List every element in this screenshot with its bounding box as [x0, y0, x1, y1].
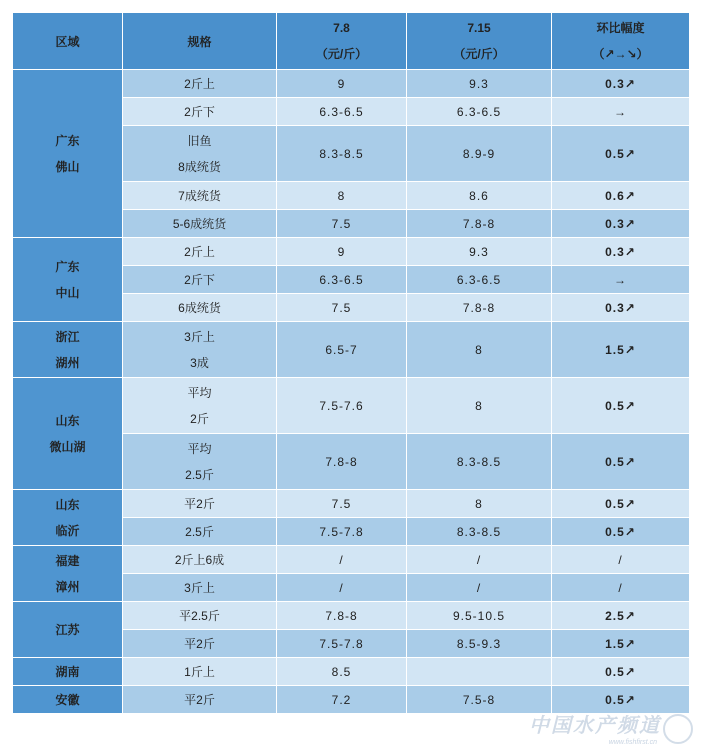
- price-7-15-cell: 8: [407, 322, 552, 378]
- price-7-15-cell: 9.5-10.5: [407, 602, 552, 630]
- price-7-8-cell: /: [277, 546, 407, 574]
- spec-label: 3斤上: [184, 580, 215, 595]
- spec-cell: [123, 630, 277, 658]
- spec-cell: [123, 294, 277, 322]
- price-7-15-cell: 9.3: [407, 70, 552, 98]
- region-label: 山东: [55, 497, 80, 512]
- spec-label: 3斤上: [184, 329, 215, 344]
- spec-label: 5-6成统货: [172, 216, 227, 231]
- change-cell: /: [552, 574, 690, 602]
- price-7-8-cell: 7.5: [277, 294, 407, 322]
- spec-cell: [123, 658, 277, 686]
- price-7-15-cell: [407, 658, 552, 686]
- change-cell: 0.6↗: [552, 182, 690, 210]
- region-cell: [13, 238, 123, 322]
- header-spec: 规格: [123, 13, 277, 70]
- table-row: [13, 238, 690, 266]
- spec-label: 8成统货: [178, 159, 221, 174]
- spec-label: 2斤下: [184, 272, 215, 287]
- table-row: [13, 602, 690, 630]
- price-7-15-cell: 9.3: [407, 238, 552, 266]
- spec-label: 2.5斤: [185, 524, 214, 539]
- price-7-15-cell: /: [407, 546, 552, 574]
- region-label: 江苏: [55, 622, 80, 637]
- table-row: [13, 546, 690, 574]
- price-7-15-cell: 8.6: [407, 182, 552, 210]
- price-7-8-cell: 7.8-8: [277, 434, 407, 490]
- spec-label: 2斤下: [184, 104, 215, 119]
- price-7-8-cell: /: [277, 574, 407, 602]
- spec-label: 6成统货: [178, 300, 221, 315]
- region-label: 广东: [55, 259, 80, 274]
- spec-cell: [123, 518, 277, 546]
- spec-label: 平2.5斤: [179, 608, 220, 623]
- region-cell: [13, 602, 123, 658]
- price-table: [12, 12, 690, 714]
- spec-label: 2斤: [190, 411, 209, 426]
- spec-cell: [123, 574, 277, 602]
- change-cell: 0.3↗: [552, 238, 690, 266]
- watermark-title: 中国水产频道: [529, 715, 661, 737]
- spec-label: 2斤上: [184, 76, 215, 91]
- header-row: [13, 13, 690, 70]
- spec-label: 2斤上6成: [174, 552, 225, 567]
- region-label: 浙江: [55, 329, 80, 344]
- spec-label: 2.5斤: [185, 467, 214, 482]
- header-date2: 7.15 （元/斤）: [407, 13, 552, 70]
- change-cell: 0.5↗: [552, 434, 690, 490]
- change-cell: 0.5↗: [552, 658, 690, 686]
- price-7-8-cell: 9: [277, 70, 407, 98]
- spec-cell: [123, 210, 277, 238]
- table-row: [13, 70, 690, 98]
- region-label: 福建: [55, 553, 80, 568]
- header-change: 环比幅度 （↗→↘）: [552, 13, 690, 70]
- change-cell: 2.5↗: [552, 602, 690, 630]
- change-cell: 0.5↗: [552, 126, 690, 182]
- region-cell: [13, 490, 123, 546]
- change-cell: 0.3↗: [552, 210, 690, 238]
- spec-cell: [123, 686, 277, 714]
- change-cell: →: [552, 266, 690, 294]
- price-7-15-cell: 8: [407, 490, 552, 518]
- change-cell: 0.5↗: [552, 518, 690, 546]
- spec-label: 平均: [187, 441, 212, 456]
- spec-label: 1斤上: [184, 664, 215, 679]
- table-row: [13, 322, 690, 378]
- change-cell: /: [552, 546, 690, 574]
- region-cell: [13, 546, 123, 602]
- price-7-15-cell: 7.5-8: [407, 686, 552, 714]
- region-label: 漳州: [55, 579, 80, 594]
- price-7-15-cell: 8.9-9: [407, 126, 552, 182]
- price-7-15-cell: 8.3-8.5: [407, 518, 552, 546]
- spec-label: 平2斤: [184, 636, 215, 651]
- spec-cell: [123, 182, 277, 210]
- change-cell: 0.5↗: [552, 490, 690, 518]
- spec-cell: [123, 546, 277, 574]
- spec-cell: [123, 98, 277, 126]
- price-7-8-cell: 7.5-7.6: [277, 378, 407, 434]
- region-cell: [13, 686, 123, 714]
- change-cell: 1.5↗: [552, 630, 690, 658]
- spec-label: 旧鱼: [187, 133, 212, 148]
- region-cell: [13, 658, 123, 686]
- price-7-8-cell: 7.8-8: [277, 602, 407, 630]
- price-7-15-cell: 8.5-9.3: [407, 630, 552, 658]
- price-7-15-cell: 7.8-8: [407, 210, 552, 238]
- spec-label: 2斤上: [184, 244, 215, 259]
- spec-label: 7成统货: [178, 188, 221, 203]
- price-7-8-cell: 8: [277, 182, 407, 210]
- price-7-15-cell: 6.3-6.5: [407, 266, 552, 294]
- price-7-8-cell: 8.3-8.5: [277, 126, 407, 182]
- change-cell: 0.3↗: [552, 294, 690, 322]
- price-7-8-cell: 8.5: [277, 658, 407, 686]
- spec-label: 3成: [190, 355, 209, 370]
- watermark-url: www.fishfirst.cn: [608, 739, 657, 746]
- region-label: 湖南: [55, 664, 80, 679]
- change-cell: 0.3↗: [552, 70, 690, 98]
- region-cell: [13, 322, 123, 378]
- spec-cell: [123, 378, 277, 434]
- price-7-8-cell: 7.2: [277, 686, 407, 714]
- spec-label: 平2斤: [184, 692, 215, 707]
- price-7-8-cell: 6.5-7: [277, 322, 407, 378]
- table-row: [13, 378, 690, 434]
- change-cell: →: [552, 98, 690, 126]
- region-cell: [13, 378, 123, 490]
- spec-cell: [123, 238, 277, 266]
- price-7-15-cell: 8: [407, 378, 552, 434]
- change-cell: 0.5↗: [552, 378, 690, 434]
- price-7-8-cell: 7.5-7.8: [277, 518, 407, 546]
- price-7-8-cell: 6.3-6.5: [277, 266, 407, 294]
- region-cell: [13, 70, 123, 238]
- table-row: [13, 658, 690, 686]
- region-label: 山东: [55, 413, 80, 428]
- table-row: [13, 490, 690, 518]
- spec-cell: [123, 70, 277, 98]
- price-7-8-cell: 7.5-7.8: [277, 630, 407, 658]
- price-7-15-cell: /: [407, 574, 552, 602]
- price-7-15-cell: 6.3-6.5: [407, 98, 552, 126]
- price-7-8-cell: 7.5: [277, 490, 407, 518]
- price-7-8-cell: 9: [277, 238, 407, 266]
- watermark-globe-icon: [663, 714, 693, 744]
- region-label: 临沂: [55, 523, 80, 538]
- header-date1: 7.8 （元/斤）: [277, 13, 407, 70]
- header-region: 区域: [13, 13, 123, 70]
- spec-label: 平2斤: [184, 496, 215, 511]
- price-7-8-cell: 7.5: [277, 210, 407, 238]
- region-label: 中山: [55, 285, 80, 300]
- spec-cell: [123, 602, 277, 630]
- spec-cell: [123, 126, 277, 182]
- spec-cell: [123, 490, 277, 518]
- price-7-15-cell: 8.3-8.5: [407, 434, 552, 490]
- spec-cell: [123, 434, 277, 490]
- change-cell: 0.5↗: [552, 686, 690, 714]
- price-7-8-cell: 6.3-6.5: [277, 98, 407, 126]
- spec-cell: [123, 266, 277, 294]
- region-label: 佛山: [55, 159, 80, 174]
- region-label: 安徽: [55, 692, 80, 707]
- table-body: [13, 70, 690, 714]
- spec-label: 平均: [187, 385, 212, 400]
- change-cell: 1.5↗: [552, 322, 690, 378]
- spec-cell: [123, 322, 277, 378]
- region-label: 微山湖: [49, 439, 86, 454]
- price-7-15-cell: 7.8-8: [407, 294, 552, 322]
- region-label: 湖州: [55, 355, 80, 370]
- region-label: 广东: [55, 133, 80, 148]
